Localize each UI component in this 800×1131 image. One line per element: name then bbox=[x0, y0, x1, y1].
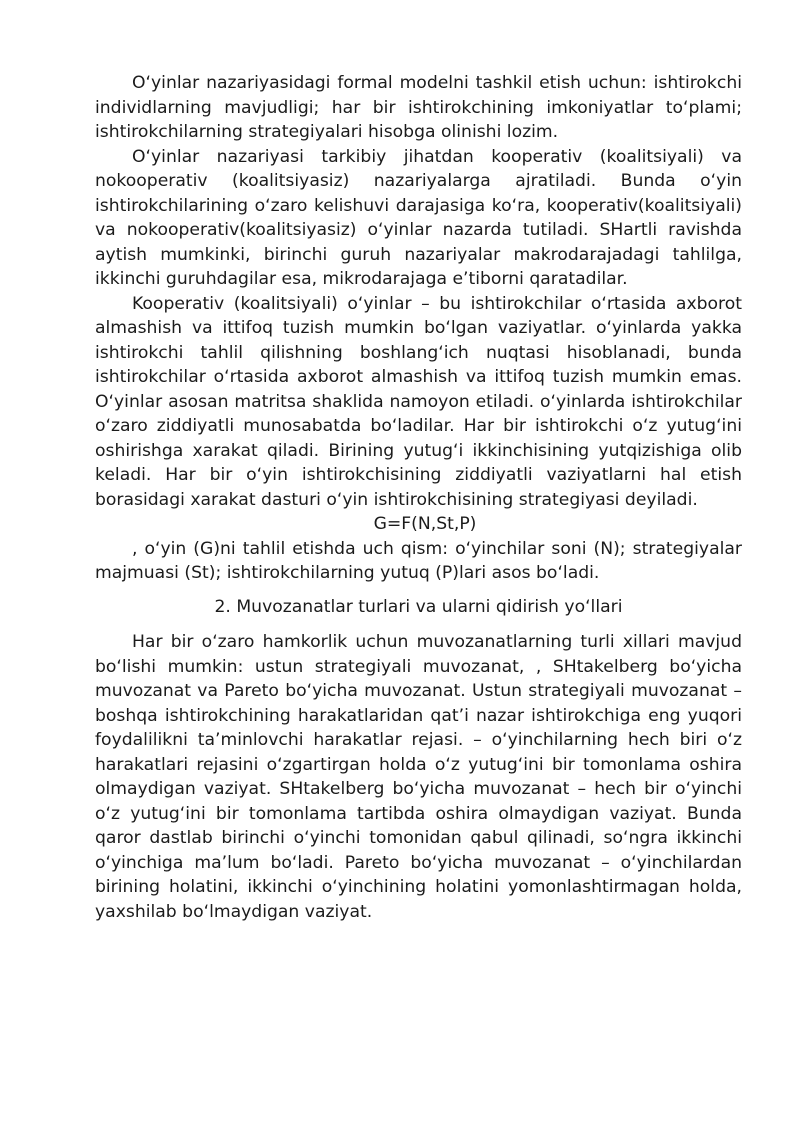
document-page bbox=[95, 71, 742, 924]
paragraph-cooperative-games: Kooperativ (koalitsiyali) o‘yinlar – bu ishtirokchilar o‘rtasida axborot almashish va ittifoq tuzish mumkin bo‘lgan vaziyatlar. o‘yinlarda yakka ishtirokchi tahlil qilishning boshlang‘ich nuqtasi hisoblanadi, bunda ishtirokchilar o‘rtasida axborot almashish va ittifoq tuzish mumkin emas. O‘yinlar asosan matritsa shaklida namoyon etiladi. o‘yinlarda ishtirokchilar o‘zaro ziddiyatli munosabatda bo‘ladilar. Har bir ishtirokchi o‘z yutug‘ini oshirishga xarakat qiladi. Birining yutug‘i ikkinchisining yutqizishiga olib keladi. Har bir o‘yin ishtirokchisining ziddiyatli vaziyatlarni hal etish borasidagi xarakat dasturi o‘yin ishtirokchisining strategiyasi deyiladi. bbox=[95, 293, 742, 510]
paragraph-formula-note: , o‘yin (G)ni tahlil etishda uch qism: o‘yinchilar soni (N); strategiyalar majmuasi (St); ishtirokchilarning yutuq (P)lari asos bo‘ladi. bbox=[95, 538, 742, 583]
paragraph-formal-model: O‘yinlar nazariyasidagi formal modelni tashkil etish uchun: ishtirokchi individlarning mavjudligi; har bir ishtirokchining imkoniyatlar to‘plami; ishtirokchilarning strategiyalari hisobga olinishi lozim. bbox=[95, 73, 742, 142]
formula: G=F(N,St,P) bbox=[373, 514, 477, 534]
section-heading: 2. Muvozanatlar turlari va ularni qidirish yo‘llari bbox=[214, 596, 623, 617]
paragraph-game-classification: O‘yinlar nazariyasi tarkibiy jihatdan kooperativ (koalitsiyali) va nokooperativ (koalitsiyasiz) nazariyalarga ajratiladi. Bunda o‘yin ishtirokchilarining o‘zaro kelishuvi darajasiga ko‘ra, kooperativ(koalitsiyali) va nokooperativ(koalitsiyasiz) o‘yinlar nazarda tutiladi. SHartli ravishda aytish mumkinki, birinchi guruh nazariyalar makrodarajadagi tahlilga, ikkinchi guruhdagilar esa, mikrodarajaga e’tiborni qaratadilar. bbox=[95, 146, 742, 289]
paragraph-equilibrium-types: Har bir o‘zaro hamkorlik uchun muvozanatlarning turli xillari mavjud bo‘lishi mumkin: ustun strategiyali muvozanat, , SHtakelberg bo‘yicha muvozanat va Pareto bo‘yicha muvozanat. Ustun strategiyali muvozanat – boshqa ishtirokchining harakatlaridan qat’i nazar ishtirokchiga eng yuqori foydalilikni ta’minlovchi harakatlar rejasi. – o‘yinchilarning hech biri o‘z harakatlari rejasini o‘zgartirgan holda o‘z yutug‘ini bir tomonlama oshira olmaydigan vaziyat. SHtakelberg bo‘yicha muvozanat – hech bir o‘yinchi o‘z yutug‘ini bir tomonlama tartibda oshira olmaydigan vaziyat. Bunda qaror dastlab birinchi o‘yinchi tomonidan qabul qilinadi, so‘ngra ikkinchi o‘yinchiga ma’lum bo‘ladi. Pareto bo‘yicha muvozanat – o‘yinchilardan birining holatini, ikkinchi o‘yinchining holatini yomonlashtirmagan holda, yaxshilab bo‘lmaydigan vaziyat. bbox=[95, 632, 742, 922]
